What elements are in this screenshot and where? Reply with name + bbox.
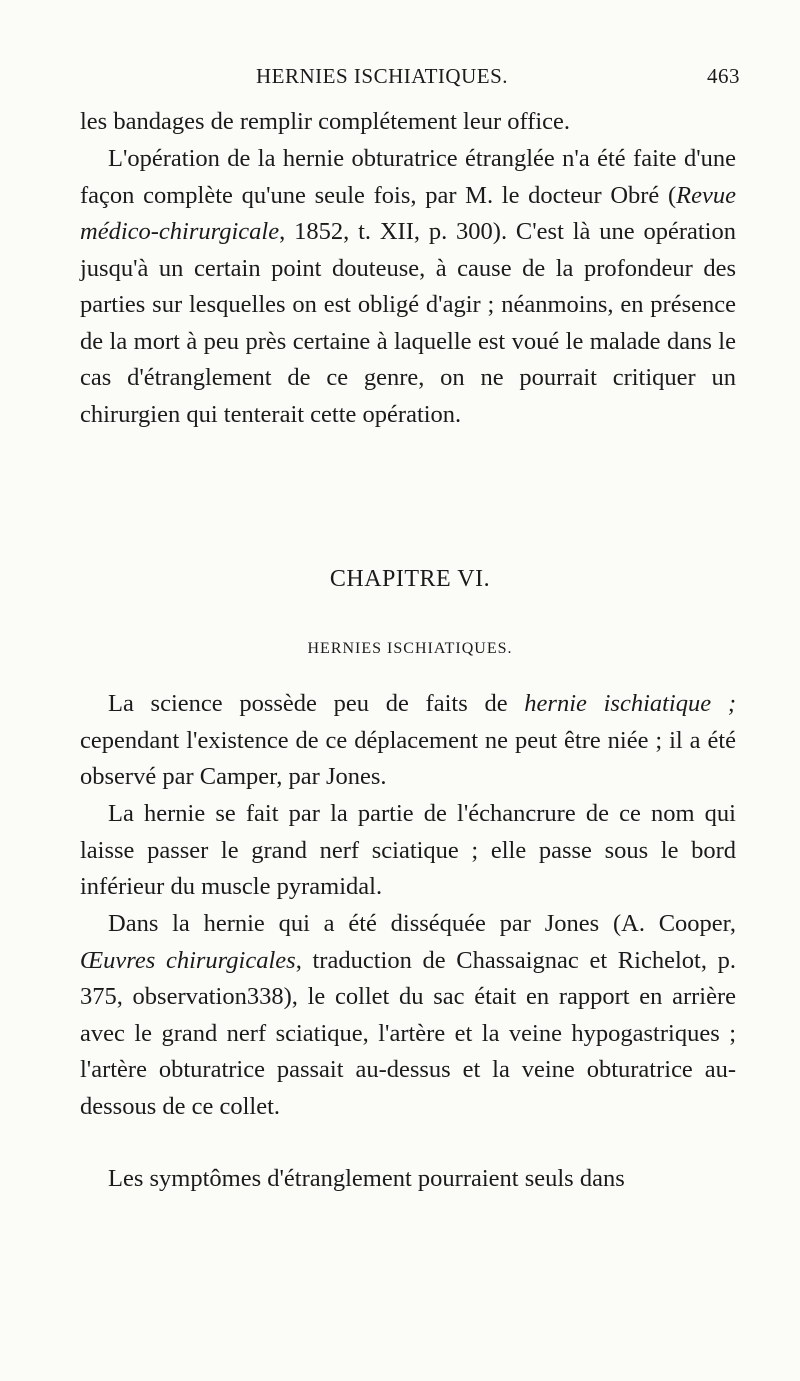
paragraph-text: , 1852, t. XII, p. 300). C'est là une opération jusqu'à un certain point douteuse, à cause de la profondeur des parties sur lesquelles on est obligé d'agir ; néanmoins, en présence de la mort à peu près certaine à laquelle est voué le malade dans le cas d'étranglement de ce genre, on ne pourrait critiquer un chirurgien qui tenterait cette opération. xyxy=(80,218,736,428)
running-title: HERNIES ISCHIATIQUES. xyxy=(256,64,508,88)
paragraph-text: Dans la hernie qui a été disséquée par Jones (A. Cooper, xyxy=(108,910,736,937)
page-number: 463 xyxy=(707,64,740,88)
paragraph-continuation xyxy=(80,104,736,141)
paragraph-text: L'opération de la hernie obturatrice étranglée n'a été faite d'une façon complète qu'une seule fois, par M. le docteur Obré ( xyxy=(80,145,736,209)
paragraph-dissection xyxy=(80,906,736,1125)
paragraph-text: La hernie se fait par la partie de l'échancrure de ce nom qui laisse passer le grand nerf sciatique ; elle passe sous le bord inférieur du muscle pyramidal. xyxy=(80,800,736,900)
paragraph-hernie xyxy=(80,796,736,906)
journal-title: Revue médico-chirurgicale xyxy=(80,181,736,245)
chapter-subtitle: HERNIES ISCHIATIQUES. xyxy=(307,640,513,657)
chapter-title: CHAPITRE VI. xyxy=(329,566,491,592)
book-title: Œuvres chirurgicales xyxy=(80,946,296,974)
paragraph-text: , traduction de Chassaignac et Richelot, p. 375, observation338), le collet du sac était en rapport en arrière avec le grand nerf sciatique, l'artère et la veine hypogastriques ; l'artère obturatrice passait au-dessus et la veine obturatrice au-dessous de ce collet. xyxy=(80,946,736,1120)
paragraph-text: les bandages de remplir complétement leur office. xyxy=(80,108,571,135)
running-head xyxy=(80,64,740,92)
paragraph-text: cependant l'existence de ce déplacement ne peut être niée ; il a été observé par Camper, par Jones. xyxy=(80,726,736,790)
paragraph-science xyxy=(80,686,736,796)
paragraph-text: Les symptômes d'étranglement pourraient seuls dans xyxy=(108,1165,625,1192)
emphasis-term: hernie ischiatique ; xyxy=(524,690,736,717)
paragraph-symptomes xyxy=(80,1161,736,1198)
paragraph-obturatrice xyxy=(80,141,736,433)
paragraph-text: La science possède peu de faits de xyxy=(108,690,525,717)
